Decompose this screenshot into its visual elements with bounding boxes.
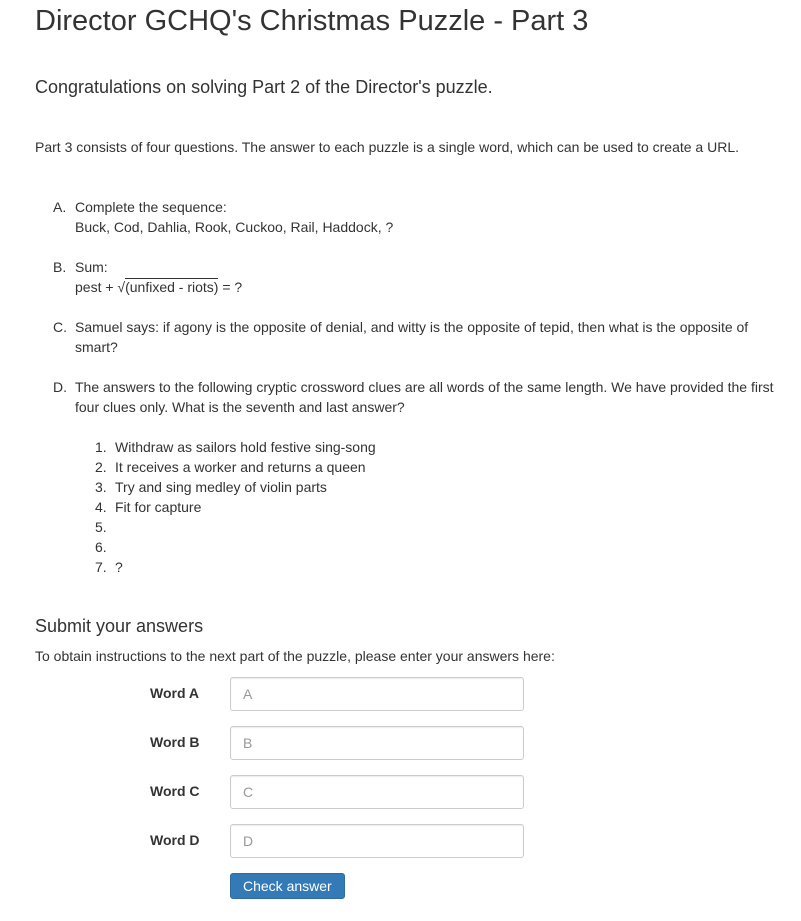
question-b bbox=[53, 257, 780, 297]
check-answer-button[interactable]: Check answer bbox=[230, 873, 345, 899]
question-b-equation bbox=[75, 277, 780, 297]
intro-text: Part 3 consists of four questions. The answer to each puzzle is a single word, which can be used to create a URL. bbox=[35, 139, 740, 155]
clue-number: 5. bbox=[95, 519, 107, 535]
equation-prefix: pest + √ bbox=[75, 279, 126, 295]
equation-suffix: = ? bbox=[218, 279, 243, 295]
word-c-input[interactable] bbox=[230, 775, 524, 809]
square-root-radicand: (unfixed - riots) bbox=[125, 279, 219, 295]
clue-number: 3. bbox=[95, 479, 107, 495]
clue-number: 7. bbox=[95, 559, 107, 575]
question-marker: C. bbox=[53, 319, 67, 335]
word-a-label: Word A bbox=[150, 685, 199, 701]
question-marker: A. bbox=[53, 199, 67, 215]
clue-item bbox=[95, 457, 780, 477]
submit-heading: Submit your answers bbox=[35, 616, 204, 636]
submit-intro-text: To obtain instructions to the next part of the puzzle, please enter your answers here: bbox=[35, 648, 555, 664]
question-list bbox=[35, 197, 780, 597]
clue-item bbox=[95, 497, 780, 517]
clue-text: ? bbox=[115, 559, 123, 575]
question-b-prompt: Sum: bbox=[75, 259, 108, 275]
clue-item bbox=[95, 477, 780, 497]
clue-text: Withdraw as sailors hold festive sing-song bbox=[115, 439, 376, 455]
lead-text: Congratulations on solving Part 2 of the Director's puzzle. bbox=[35, 77, 493, 97]
clue-item bbox=[95, 537, 780, 557]
question-a bbox=[53, 197, 780, 237]
word-b-label: Word B bbox=[150, 734, 200, 750]
question-a-prompt: Complete the sequence: bbox=[75, 199, 227, 215]
clue-text: Fit for capture bbox=[115, 499, 202, 515]
word-a-input[interactable] bbox=[230, 677, 524, 711]
question-d bbox=[53, 377, 780, 577]
word-d-input[interactable] bbox=[230, 824, 524, 858]
word-a-row bbox=[35, 677, 535, 711]
question-marker: B. bbox=[53, 259, 67, 275]
word-c-row bbox=[35, 775, 535, 809]
clue-item bbox=[95, 557, 780, 577]
word-d-row bbox=[35, 824, 535, 858]
clue-number: 4. bbox=[95, 499, 107, 515]
word-b-input[interactable] bbox=[230, 726, 524, 760]
question-c-text: Samuel says: if agony is the opposite of denial, and witty is the opposite of tepid, then what is the opposite of smart? bbox=[75, 319, 749, 355]
question-d-text: The answers to the following cryptic crossword clues are all words of the same length. We have provided the first four clues only. What is the seventh and last answer? bbox=[75, 379, 774, 415]
clue-item bbox=[95, 437, 780, 457]
question-c bbox=[53, 317, 780, 357]
word-b-row bbox=[35, 726, 535, 760]
word-d-label: Word D bbox=[150, 832, 200, 848]
question-a-sequence: Buck, Cod, Dahlia, Rook, Cuckoo, Rail, Haddock, ? bbox=[75, 219, 394, 235]
clue-item bbox=[95, 517, 780, 537]
clue-text: Try and sing medley of violin parts bbox=[115, 479, 327, 495]
clue-number: 1. bbox=[95, 439, 107, 455]
clue-list bbox=[75, 437, 780, 577]
clue-number: 6. bbox=[95, 539, 107, 555]
clue-text: It receives a worker and returns a queen bbox=[115, 459, 366, 475]
word-c-label: Word C bbox=[150, 783, 200, 799]
question-marker: D. bbox=[53, 379, 67, 395]
clue-number: 2. bbox=[95, 459, 107, 475]
page-title: Director GCHQ's Christmas Puzzle - Part 3 bbox=[35, 5, 589, 37]
